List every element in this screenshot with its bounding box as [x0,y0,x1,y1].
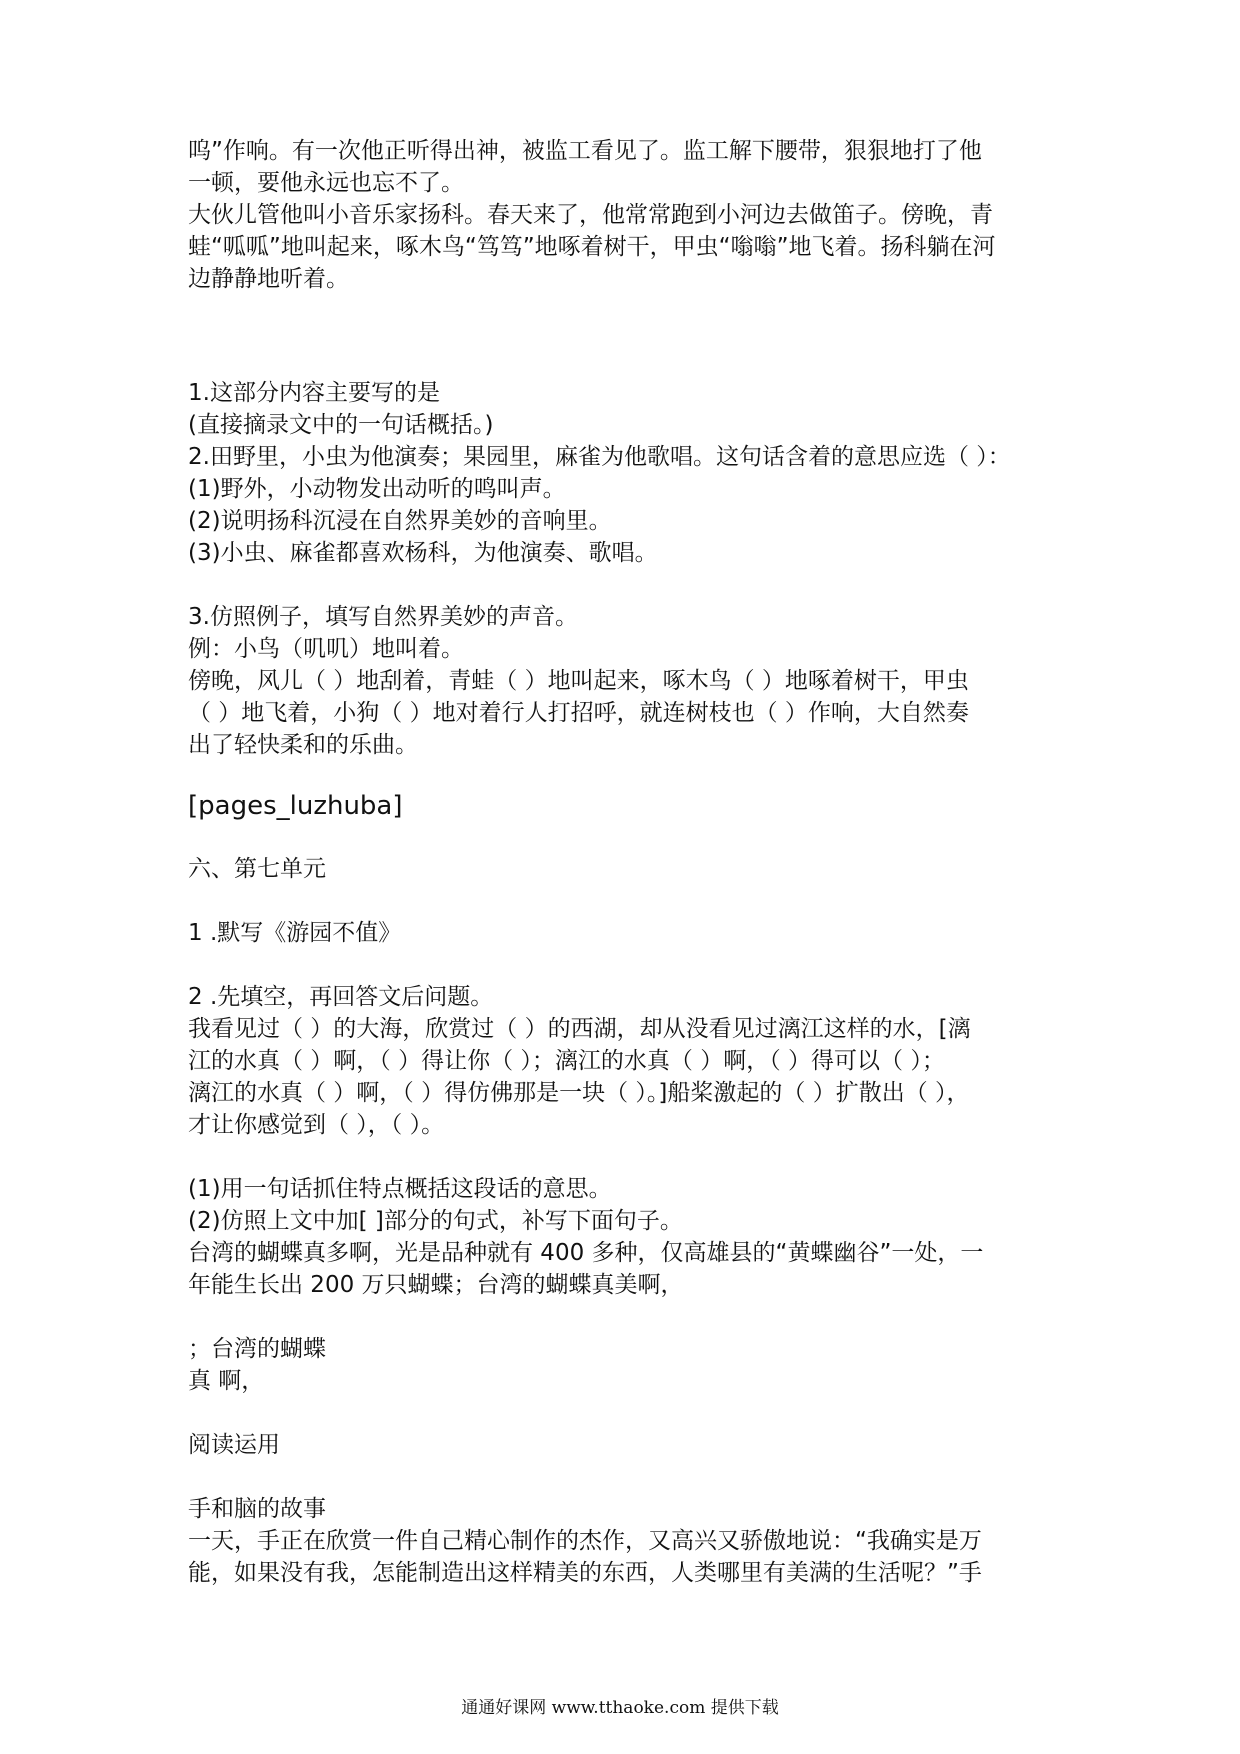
question-3-line: （ ）地飞着，小狗（ ）地对着行人打招呼，就连树枝也（ ）作响，大自然奏 [188,700,969,726]
question-1: 1.这部分内容主要写的是 [188,380,440,406]
question-2-option-1: (1)野外，小动物发出动听的鸣叫声。 [188,476,566,502]
fill-line: 江的水真（ ）啊，（ ）得让你（ ）；漓江的水真（ ）啊，（ ）得可以（ ）； [188,1048,945,1074]
passage-line: 一顿，要他永远也忘不了。 [188,170,464,196]
passage-line: 大伙儿管他叫小音乐家扬科。春天来了，他常常跑到小河边去做笛子。傍晚，青 [188,202,993,228]
story-title: 手和脑的故事 [188,1496,326,1522]
reading-heading: 阅读运用 [188,1432,280,1458]
story-line: 能，如果没有我，怎能制造出这样精美的东西，人类哪里有美满的生活呢？”手 [188,1560,982,1586]
blank-line-b: 真 啊， [188,1368,265,1394]
sub-question-1: (1)用一句话抓住特点概括这段话的意思。 [188,1176,612,1202]
question-3-example: 例：小鸟（叽叽）地叫着。 [188,636,464,662]
fill-line: 我看见过（ ）的大海，欣赏过（ ）的西湖，却从没看见过漓江这样的水，[漓 [188,1016,971,1042]
question-2: 2.田野里，小虫为他演奏；果园里，麻雀为他歌唱。这句话含着的意思应选（ ）： [188,444,1011,470]
question-2-option-3: (3)小虫、麻雀都喜欢杨科，为他演奏、歌唱。 [188,540,658,566]
fill-line: 漓江的水真（ ）啊，（ ）得仿佛那是一块（ ）。]船桨激起的（ ）扩散出（ ）， [188,1080,970,1106]
passage-line: 边静静地听着。 [188,266,349,292]
page-marker: [pages_luzhuba] [188,791,403,821]
question-3-line: 傍晚，风儿（ ）地刮着，青蛙（ ）地叫起来，啄木鸟（ ）地啄着树干，甲虫 [188,668,969,694]
question-2-option-2: (2)说明扬科沉浸在自然界美妙的音响里。 [188,508,612,534]
butterfly-line: 年能生长出 200 万只蝴蝶；台湾的蝴蝶真美啊， [188,1272,684,1298]
passage-line: 蛙“呱呱”地叫起来，啄木鸟“笃笃”地啄着树干，甲虫“嗡嗡”地飞着。扬科躺在河 [188,234,996,260]
question-3-line: 出了轻快柔和的乐曲。 [188,732,418,758]
fill-line: 才让你感觉到（ ），（ ）。 [188,1112,445,1138]
unit-heading: 六、第七单元 [188,856,326,882]
sub-question-2: (2)仿照上文中加[ ]部分的句式，补写下面句子。 [188,1208,683,1234]
butterfly-line: 台湾的蝴蝶真多啊，光是品种就有 400 多种，仅高雄县的“黄蝶幽谷”一处，一 [188,1240,984,1266]
question-1-note: (直接摘录文中的一句话概括。) [188,412,494,438]
unit-item-2: 2 .先填空，再回答文后问题。 [188,984,494,1010]
story-line: 一天，手正在欣赏一件自己精心制作的杰作，又高兴又骄傲地说：“我确实是万 [188,1528,982,1554]
unit-item-1: 1 .默写《游园不值》 [188,920,402,946]
passage-line: 呜”作响。有一次他正听得出神，被监工看见了。监工解下腰带，狠狠地打了他 [188,138,982,164]
blank-line-a: ；台湾的蝴蝶 [188,1336,326,1362]
question-3: 3.仿照例子，填写自然界美妙的声音。 [188,604,578,630]
page-footer: 通通好课网 www.tthaoke.com 提供下载 [461,1698,779,1718]
